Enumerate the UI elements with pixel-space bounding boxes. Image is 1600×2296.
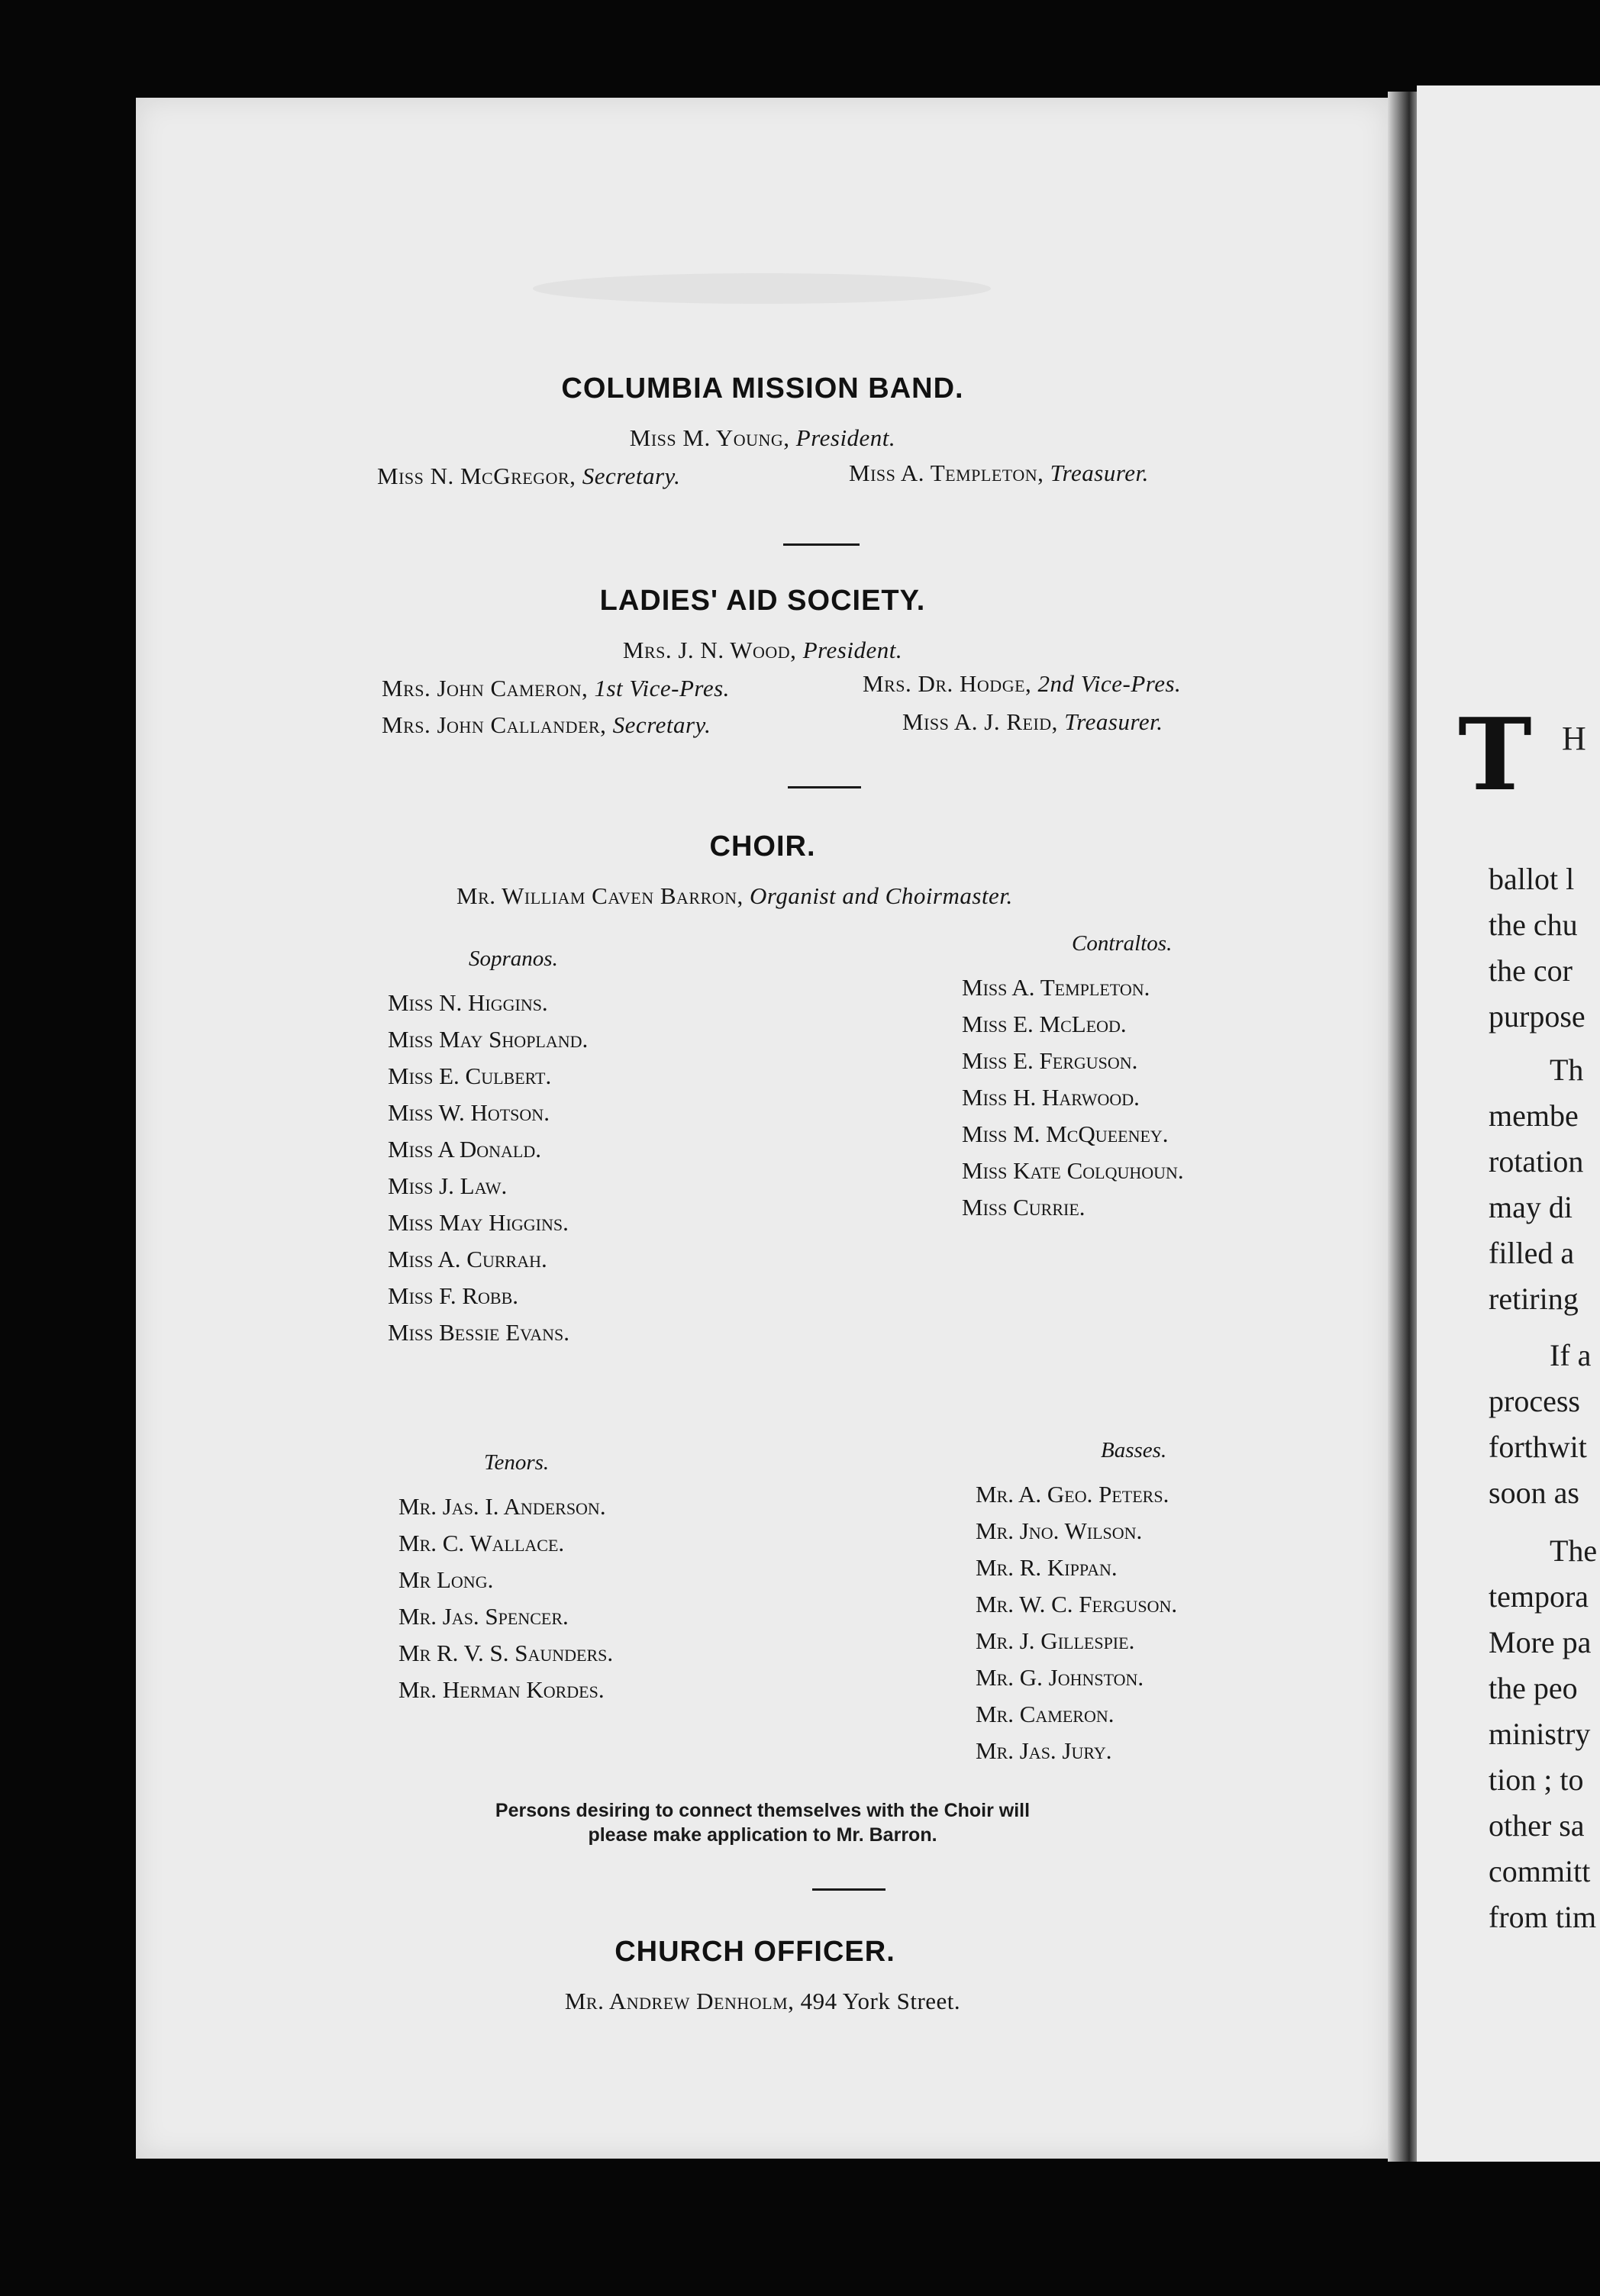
list-item: Mr. Jno. Wilson. <box>976 1517 1143 1544</box>
church-officer-address: 494 York Street. <box>800 1988 961 2014</box>
right-page-line: forthwit <box>1489 1430 1587 1464</box>
section-divider <box>788 786 861 788</box>
ladies-aid-secretary <box>382 711 711 739</box>
list-item: Mr. W. C. Ferguson. <box>976 1591 1178 1617</box>
right-page-line: filled a <box>1489 1236 1575 1270</box>
right-page-line: purpose <box>1489 999 1585 1034</box>
choir-organist-role: Organist and Choirmaster. <box>750 882 1013 909</box>
list-item: Miss E. Ferguson. <box>962 1047 1138 1074</box>
section-divider <box>812 1888 885 1891</box>
choir-organist-name: Mr. William Caven Barron, <box>456 882 744 909</box>
list-item: Miss A. Currah. <box>388 1246 547 1272</box>
mission-band-treasurer-role: Treasurer. <box>1050 460 1149 486</box>
tenors-list <box>398 1488 613 1708</box>
list-item: Mr Long. <box>398 1566 494 1593</box>
ladies-aid-heading: LADIES' AID SOCIETY. <box>599 585 926 617</box>
list-item: Miss E. McLeod. <box>962 1011 1127 1037</box>
mission-band-secretary <box>377 463 680 490</box>
list-item: Miss A. Templeton. <box>962 974 1150 1001</box>
right-page-line: from tim <box>1489 1900 1597 1934</box>
church-officer-name: Mr. Andrew Denholm, <box>564 1988 795 2014</box>
left-page <box>136 98 1389 2159</box>
list-item: Mr. A. Geo. Peters. <box>976 1481 1169 1508</box>
contraltos-title: Contraltos. <box>1072 931 1173 956</box>
right-page-line: Th <box>1550 1053 1584 1087</box>
list-item: Mr. Jas. Jury. <box>976 1737 1112 1764</box>
list-item: Miss Currie. <box>962 1194 1085 1221</box>
mission-band-secretary-role: Secretary. <box>582 463 681 489</box>
church-officer-line <box>136 1988 1389 2015</box>
list-item: Mr. G. Johnston. <box>976 1664 1144 1691</box>
right-page-line: ballot l <box>1489 862 1575 896</box>
choir-organist <box>456 882 1013 910</box>
right-page-line: The <box>1550 1533 1598 1568</box>
right-page-line: the cor <box>1489 953 1573 988</box>
choir-heading: CHOIR. <box>709 830 816 863</box>
list-item: Miss F. Robb. <box>388 1282 519 1309</box>
ladies-aid-president-role: President. <box>802 637 903 663</box>
basses-title: Basses. <box>1101 1438 1167 1462</box>
contraltos-list <box>962 969 1184 1226</box>
right-page-line: process <box>1489 1384 1580 1418</box>
bleed-through-mark <box>533 273 991 304</box>
ladies-aid-vp2-role: 2nd Vice-Pres. <box>1037 670 1182 697</box>
ladies-aid-treasurer <box>902 708 1163 736</box>
list-item: Mr. R. Kippan. <box>976 1554 1118 1581</box>
right-page-line: may di <box>1489 1190 1573 1224</box>
ladies-aid-vp1-role: 1st Vice-Pres. <box>594 675 730 701</box>
list-item: Mr R. V. S. Saunders. <box>398 1640 614 1666</box>
right-page-line: If a <box>1550 1338 1592 1372</box>
section-divider <box>783 543 860 546</box>
mission-band-president-role: President. <box>795 424 896 451</box>
choir-note-line-1: Persons desiring to connect themselves with the Choir will <box>495 1800 1031 1821</box>
ladies-aid-vp2 <box>863 670 1181 698</box>
list-item: Miss M. McQueeney. <box>962 1121 1169 1147</box>
list-item: Mr. Jas. I. Anderson. <box>398 1493 606 1520</box>
right-page-line: ministry <box>1489 1717 1591 1751</box>
tenors-title: Tenors. <box>484 1450 550 1475</box>
list-item: Miss Kate Colquhoun. <box>962 1157 1184 1184</box>
right-page-line: rotation <box>1489 1144 1584 1179</box>
sopranos-list <box>388 985 588 1351</box>
mission-band-president <box>136 424 1389 452</box>
list-item: Mr. C. Wallace. <box>398 1530 565 1556</box>
right-page-line: retiring <box>1489 1282 1579 1316</box>
right-page-line: membe <box>1489 1098 1579 1133</box>
right-page <box>1417 85 1600 2162</box>
list-item: Mr. Jas. Spencer. <box>398 1603 569 1630</box>
right-page-line: tempora <box>1489 1579 1589 1614</box>
right-page-line: soon as <box>1489 1475 1579 1510</box>
basses-list <box>976 1476 1177 1769</box>
list-item: Mr. Herman Kordes. <box>398 1676 605 1703</box>
choir-note-line-2: please make application to Mr. Barron. <box>588 1824 937 1846</box>
mission-band-secretary-name: Miss N. McGregor, <box>377 463 576 489</box>
ladies-aid-treasurer-role: Treasurer. <box>1064 708 1163 735</box>
right-page-line: the peo <box>1489 1671 1578 1705</box>
ladies-aid-vp1-name: Mrs. John Cameron, <box>382 675 589 701</box>
mission-band-heading: COLUMBIA MISSION BAND. <box>561 372 964 405</box>
right-page-line: other sa <box>1489 1808 1585 1843</box>
ladies-aid-treasurer-name: Miss A. J. Reid, <box>902 708 1058 735</box>
ladies-aid-vp1 <box>382 675 730 702</box>
mission-band-treasurer <box>849 460 1149 487</box>
ladies-aid-secretary-role: Secretary. <box>612 711 711 738</box>
list-item: Miss May Shopland. <box>388 1026 589 1053</box>
ladies-aid-president <box>136 637 1389 664</box>
right-page-line: committ <box>1489 1854 1591 1888</box>
list-item: Miss E. Culbert. <box>388 1063 552 1089</box>
list-item: Miss N. Higgins. <box>388 989 548 1016</box>
church-officer-heading: CHURCH OFFICER. <box>615 1936 895 1968</box>
drop-cap-continuation: H <box>1562 720 1589 757</box>
mission-band-president-name: Miss M. Young, <box>629 424 790 451</box>
list-item: Miss May Higgins. <box>388 1209 569 1236</box>
list-item: Miss A Donald. <box>388 1136 541 1163</box>
right-page-line: the chu <box>1489 908 1578 942</box>
list-item: Miss Bessie Evans. <box>388 1319 569 1346</box>
drop-cap: T <box>1458 696 1532 813</box>
right-page-line: More pa <box>1489 1625 1592 1659</box>
sopranos-title: Sopranos. <box>469 946 558 971</box>
list-item: Miss J. Law. <box>388 1172 508 1199</box>
list-item: Mr. Cameron. <box>976 1701 1115 1727</box>
list-item: Miss W. Hotson. <box>388 1099 550 1126</box>
book-gutter <box>1388 92 1418 2162</box>
list-item: Mr. J. Gillespie. <box>976 1627 1135 1654</box>
list-item: Miss H. Harwood. <box>962 1084 1140 1111</box>
ladies-aid-secretary-name: Mrs. John Callander, <box>382 711 607 738</box>
ladies-aid-vp2-name: Mrs. Dr. Hodge, <box>863 670 1032 697</box>
ladies-aid-president-name: Mrs. J. N. Wood, <box>622 637 797 663</box>
right-page-line: tion ; to <box>1489 1762 1584 1797</box>
mission-band-treasurer-name: Miss A. Templeton, <box>849 460 1044 486</box>
